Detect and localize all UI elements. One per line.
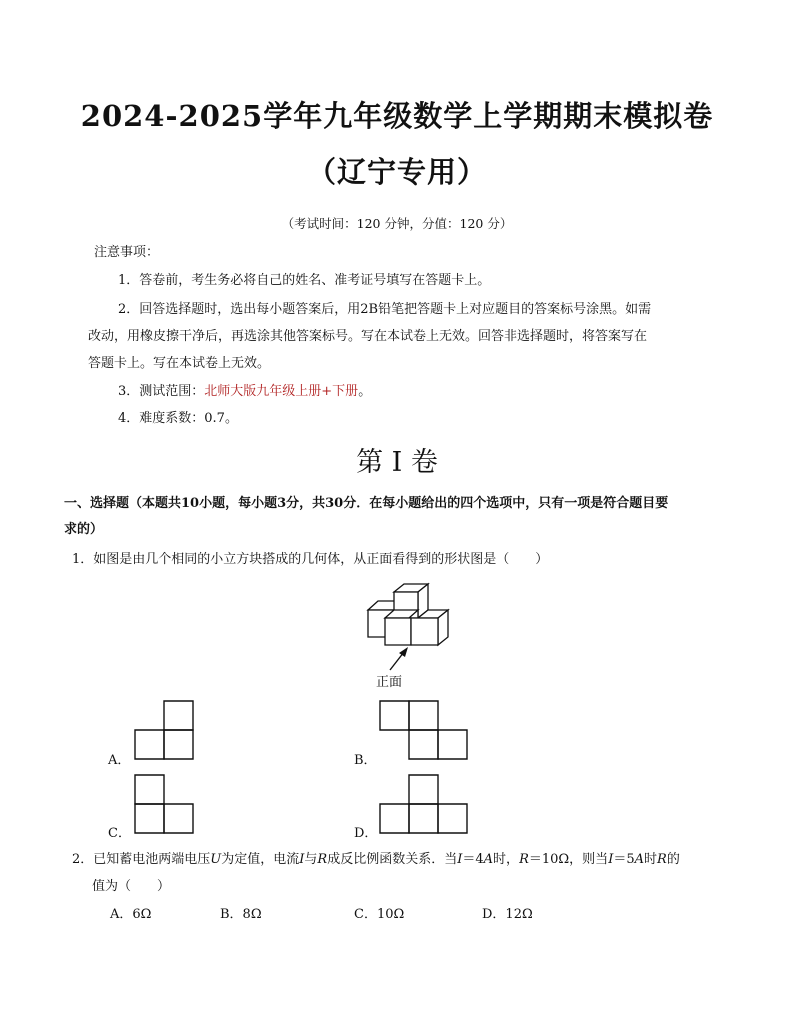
note-item-2-line-3: 答题卡上。写在本试卷上无效。	[88, 356, 271, 371]
q2-stem-line-1	[72, 849, 680, 871]
q2-option-a: A．6Ω	[110, 907, 152, 922]
unit-a: A	[634, 852, 644, 867]
option-d-label: D．	[354, 826, 378, 841]
note-item-3	[118, 381, 371, 403]
var-i: I	[299, 852, 305, 867]
option-b-label: B．	[354, 753, 377, 768]
part1-heading-line-1: 一、选择题（本题共10小题，每小题3分，共30分．在每小题给出的四个选项中，只有一项是符合题目要	[64, 496, 669, 511]
var-i: I	[457, 852, 463, 867]
q2-text: 与	[304, 852, 318, 867]
q2-text: 时，	[493, 852, 520, 867]
option-b-figure	[379, 700, 471, 762]
q2-text: 时	[644, 852, 658, 867]
q2-option-d: D．12Ω	[482, 907, 533, 922]
option-d-figure	[379, 774, 471, 836]
exam-info: （考试时间：120 分钟，分值：120 分）	[281, 216, 513, 231]
front-direction-arrow-icon	[386, 644, 412, 672]
section-title: 第 I 卷	[356, 447, 438, 478]
note-item-2-line-2: 改动，用橡皮擦干净后，再选涂其他答案标号。写在本试卷上无效。回答非选择题时，将答案写在	[88, 329, 648, 344]
var-r: R	[317, 852, 328, 867]
q2-stem-line-2: 值为（ ）	[92, 879, 171, 894]
page-title: 2024-2025学年九年级数学上学期期末模拟卷	[80, 99, 714, 133]
q2-text: ＝5	[613, 852, 635, 867]
note-item-2-line-1: 2．回答选择题时，选出每小题答案后，用2B铅笔把答题卡上对应题目的答案标号涂黑。如需	[118, 302, 652, 317]
q2-text: 为定值，电流	[221, 852, 300, 867]
var-r: R	[519, 852, 529, 867]
q2-text: ＝10Ω，则当	[528, 852, 609, 867]
note-item-3-suffix: 。	[358, 384, 372, 399]
front-label: 正面	[376, 675, 403, 690]
q2-text: ＝4	[462, 852, 484, 867]
q2-option-c: C．10Ω	[354, 907, 405, 922]
page-subtitle: （辽宁专用）	[306, 155, 487, 189]
option-c-figure	[134, 774, 196, 836]
q2-text: 成反比例函数关系．当	[327, 852, 458, 867]
q2-option-b: B．8Ω	[220, 907, 262, 922]
q2-text: 的	[666, 852, 680, 867]
note-item-1: 1．答卷前，考生务必将自己的姓名、准考证号填写在答题卡上。	[118, 273, 491, 288]
option-c-label: C．	[108, 826, 131, 841]
note-item-3-prefix: 3．测试范围：	[118, 384, 205, 399]
var-u: U	[210, 852, 222, 867]
var-i: I	[608, 852, 614, 867]
notes-heading: 注意事项：	[94, 245, 160, 260]
q1-stem: 1．如图是由几个相同的小立方块搭成的几何体，从正面看得到的形状图是（ ）	[72, 552, 549, 567]
part1-heading-line-2: 求的）	[64, 522, 104, 537]
unit-a: A	[483, 852, 494, 867]
option-a-label: A．	[108, 753, 131, 768]
var-r: R	[657, 852, 667, 867]
q2-text: 2．已知蓄电池两端电压	[72, 852, 211, 867]
option-a-figure	[134, 700, 196, 762]
note-item-4: 4．难度系数：0.7。	[118, 411, 238, 426]
test-range: 北师大版九年级上册+下册	[204, 384, 359, 399]
